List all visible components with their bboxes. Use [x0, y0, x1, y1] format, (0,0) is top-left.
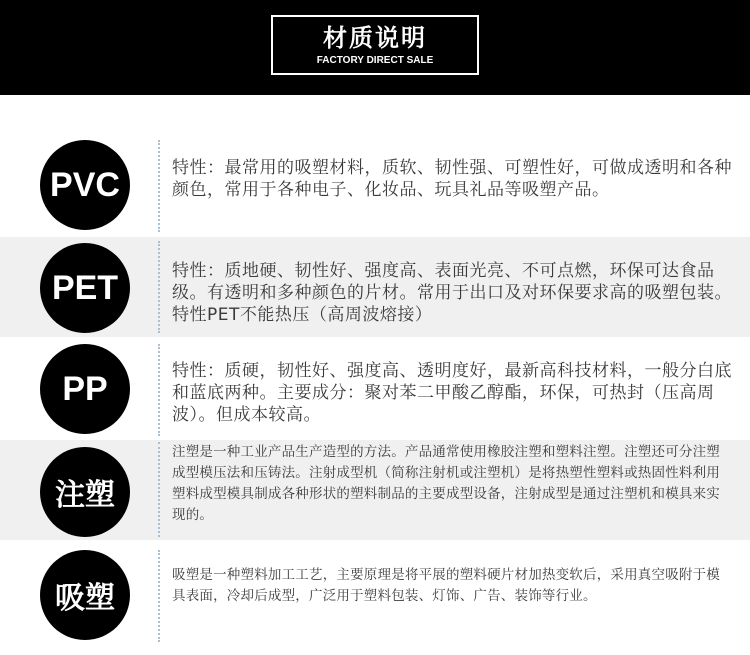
- material-description: 特性：质地硬、韧性好、强度高、表面光亮、不可点燃，环保可达食品级。有透明和多种颜色的片材。常用于出口及对环保要求高的吸塑包装。特性PET不能热压（高周波熔接）: [172, 261, 732, 325]
- material-row-injection: [0, 440, 750, 540]
- material-row-pp: [0, 340, 750, 438]
- material-description: 吸塑是一种塑料加工工艺，主要原理是将平展的塑料硬片材加热变软后，采用真空吸附于模具表面，冷却后成型，广泛用于塑料包装、灯饰、广告、装饰等行业。: [172, 567, 720, 604]
- material-badge: PP: [40, 344, 130, 434]
- divider: [158, 140, 160, 232]
- header-banner: [0, 0, 750, 95]
- divider: [158, 344, 160, 436]
- material-row-vacuum: [0, 545, 750, 645]
- material-badge: PVC: [40, 140, 130, 230]
- title-box: [271, 15, 479, 75]
- material-badge: 吸塑: [40, 550, 130, 640]
- material-row-pet: [0, 237, 750, 337]
- divider: [158, 550, 160, 642]
- material-badge: PET: [40, 243, 130, 333]
- material-badge: 注塑: [40, 447, 130, 537]
- material-description: 特性：质硬，韧性好、强度高、透明度好，最新高科技材料，一般分白底和蓝底两种。主要成分：聚对苯二甲酸乙醇酯，环保，可热封（压高周波）。但成本较高。: [172, 361, 732, 425]
- page-subtitle: FACTORY DIRECT SALE: [316, 55, 434, 66]
- material-row-pvc: [0, 135, 750, 235]
- divider: [158, 442, 160, 537]
- material-description: 注塑是一种工业产品生产造型的方法。产品通常使用橡胶注塑和塑料注塑。注塑还可分注塑成型模压法和压铸法。注射成型机（简称注射机或注塑机）是将热塑性塑料或热固性料利用塑料成型模具制成各种形状的塑料制品的主要成型设备，注射成型是通过注塑机和模具来实现的。: [172, 444, 720, 523]
- page-title: 材质说明: [323, 24, 427, 52]
- material-description: 特性：最常用的吸塑材料，质软、韧性强、可塑性好，可做成透明和各种颜色，常用于各种电子、化妆品、玩具礼品等吸塑产品。: [172, 158, 732, 200]
- divider: [158, 241, 160, 333]
